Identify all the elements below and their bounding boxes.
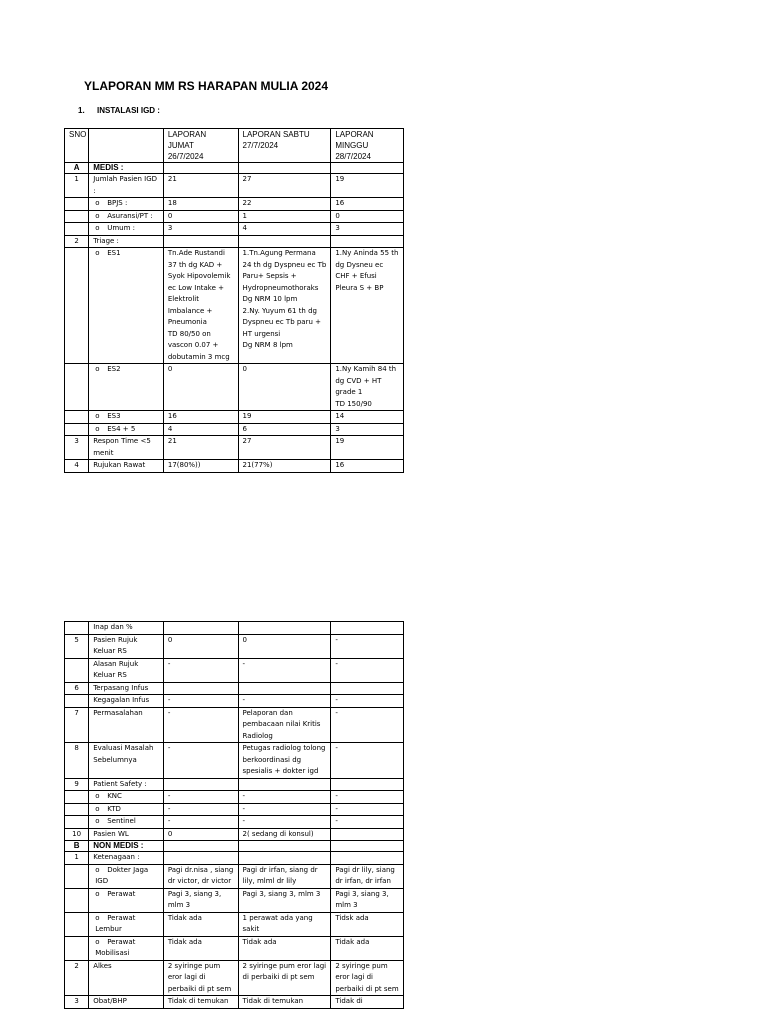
value-cell-day-2: - (238, 695, 331, 708)
value-cell-day-2: 22 (238, 198, 331, 211)
row-label (89, 634, 164, 658)
row-number: 9 (65, 778, 89, 791)
value-cell-day-3: - (331, 803, 404, 816)
row-number: 3 (65, 996, 89, 1009)
empty-cell (331, 163, 404, 174)
row-label (89, 695, 164, 708)
table-row (65, 364, 404, 411)
bullet-marker: o (95, 424, 100, 433)
value-cell-day-3: 16 (331, 460, 404, 473)
row-label (89, 803, 164, 816)
row-label-text: KNC (107, 792, 122, 800)
bullet-marker: o (95, 412, 100, 420)
row-number (65, 888, 89, 912)
row-number: 7 (65, 707, 89, 743)
table-row (65, 778, 404, 791)
row-number: B (65, 841, 89, 852)
row-label (89, 198, 164, 211)
section-row (65, 163, 404, 174)
value-cell-day-1: 0 (163, 210, 238, 223)
value-cell-day-1: Tidak di temukan (163, 996, 238, 1009)
header-cell: SNO (65, 129, 89, 163)
row-number (65, 658, 89, 682)
value-cell-day-3: 2 syiringe pum eror lagi di perbaiki di pt sem (331, 960, 404, 996)
value-cell-day-3: 3 (331, 223, 404, 236)
row-label-text: Alkes (93, 961, 112, 970)
row-label (89, 210, 164, 223)
row-number (65, 816, 89, 829)
section-row (65, 841, 404, 852)
row-number (65, 248, 89, 364)
row-number (65, 936, 89, 960)
value-cell-day-3: - (331, 816, 404, 829)
row-label (89, 174, 164, 198)
table-row (65, 622, 404, 635)
value-cell-day-2: 27 (238, 436, 331, 460)
empty-cell (163, 841, 238, 852)
row-label-text: Alasan Rujuk Keluar RS (93, 659, 139, 679)
value-cell-day-1: - (163, 695, 238, 708)
header-cell: LAPORAN SABTU 27/7/2024 (238, 129, 331, 163)
table-row (65, 707, 404, 743)
row-label-text: Ketenagaan : (93, 853, 140, 861)
value-cell-day-1: 2 syiringe pum eror lagi di perbaiki di pt sem (163, 960, 238, 996)
row-number (65, 198, 89, 211)
row-label-text: Triage : (93, 236, 119, 245)
value-cell-day-2: Tidak ada (238, 936, 331, 960)
empty-cell (238, 163, 331, 174)
value-cell-day-1: - (163, 791, 238, 804)
row-number (65, 622, 89, 635)
section-label: MEDIS : (89, 163, 164, 174)
value-cell-day-2: Petugas radiolog tolong berkoordinasi dg spesialis + dokter igd (238, 743, 331, 779)
header-cell: LAPORAN JUMAT 26/7/2024 (163, 129, 238, 163)
row-number (65, 695, 89, 708)
value-cell-day-2: Pelaporan dan pembacaan nilai Kritis Radiolog (238, 707, 331, 743)
value-cell-day-2 (238, 622, 331, 635)
value-cell-day-2: - (238, 791, 331, 804)
value-cell-day-1: 0 (163, 634, 238, 658)
value-cell-day-3: 19 (331, 436, 404, 460)
value-cell-day-1: 18 (163, 198, 238, 211)
value-cell-day-2: 2 syiringe pum eror lagi di perbaiki di pt sem (238, 960, 331, 996)
row-label (89, 912, 164, 936)
row-label (89, 364, 164, 411)
value-cell-day-3: - (331, 791, 404, 804)
section-heading (78, 106, 160, 115)
row-number: 10 (65, 828, 89, 841)
row-label-text: ES1 (107, 249, 121, 257)
value-cell-day-2: Pagi 3, siang 3, mlm 3 (238, 888, 331, 912)
table-row (65, 634, 404, 658)
value-cell-day-3: Pagi dr lily, siang dr irfan, dr irfan (331, 864, 404, 888)
row-number (65, 864, 89, 888)
row-label (89, 791, 164, 804)
value-cell-day-1: Tidak ada (163, 912, 238, 936)
bullet-marker: o (95, 913, 100, 922)
row-number (65, 423, 89, 436)
value-cell-day-1 (163, 622, 238, 635)
row-number: 2 (65, 235, 89, 248)
row-label-text: Patient Safety : (93, 779, 147, 788)
value-cell-day-1 (163, 235, 238, 248)
row-label-text: Perawat (107, 889, 136, 898)
value-cell-day-2 (238, 682, 331, 695)
value-cell-day-2: 21(77%) (238, 460, 331, 473)
row-label-text: KTD (107, 804, 121, 813)
table-row (65, 460, 404, 473)
value-cell-day-2: 27 (238, 174, 331, 198)
row-label-text: ES3 (107, 412, 121, 420)
row-label (89, 778, 164, 791)
row-number: 6 (65, 682, 89, 695)
value-cell-day-3: Tidsk ada (331, 912, 404, 936)
value-cell-day-3: 3 (331, 423, 404, 436)
value-cell-day-2: Pagi dr irfan, siang dr lily, mlml dr lily (238, 864, 331, 888)
row-label (89, 960, 164, 996)
bullet-marker: o (95, 365, 100, 373)
bullet-marker: o (95, 865, 100, 874)
value-cell-day-3: 14 (331, 411, 404, 424)
row-label (89, 852, 164, 865)
value-cell-day-3: Tidak di (331, 996, 404, 1009)
row-number: A (65, 163, 89, 174)
value-cell-day-1: Pagi 3, siang 3, mlm 3 (163, 888, 238, 912)
row-label-text: Jumlah Pasien IGD : (93, 175, 158, 195)
bullet-marker: o (95, 224, 100, 232)
row-label (89, 658, 164, 682)
row-label-text: Pasien Rujuk Keluar RS (93, 635, 138, 655)
value-cell-day-2 (238, 778, 331, 791)
value-cell-day-3: 1.Ny Aninda 55 th dg Dysneu ec CHF + Efusi Pleura S + BP (331, 248, 404, 364)
row-number (65, 223, 89, 236)
table-header-row (65, 129, 404, 163)
row-label-text: Inap dan % (93, 623, 133, 631)
row-number (65, 411, 89, 424)
row-number: 5 (65, 634, 89, 658)
table-row (65, 658, 404, 682)
value-cell-day-3 (331, 622, 404, 635)
row-label (89, 743, 164, 779)
row-label-text: Asuransi/PT : (107, 211, 153, 220)
value-cell-day-2 (238, 235, 331, 248)
row-label-text: Umum : (107, 224, 135, 232)
bullet-marker: o (95, 937, 100, 946)
table-row (65, 912, 404, 936)
value-cell-day-1: 21 (163, 436, 238, 460)
value-cell-day-2: 19 (238, 411, 331, 424)
bullet-marker: o (95, 889, 100, 898)
value-cell-day-1: 16 (163, 411, 238, 424)
value-cell-day-2: 2( sedang di konsul) (238, 828, 331, 841)
value-cell-day-3: - (331, 658, 404, 682)
bullet-marker: o (95, 211, 100, 220)
row-label-text: Permasalahan (93, 708, 143, 717)
row-label-text: Pasien WL (93, 829, 129, 838)
value-cell-day-3: - (331, 634, 404, 658)
table-row (65, 828, 404, 841)
value-cell-day-2: 0 (238, 634, 331, 658)
value-cell-day-1: - (163, 658, 238, 682)
row-label-text: Respon Time <5 menit (93, 437, 151, 457)
value-cell-day-3: 1.Ny Kamih 84 th dg CVD + HT grade 1 TD 150/90 (331, 364, 404, 411)
value-cell-day-2: 0 (238, 364, 331, 411)
row-number: 2 (65, 960, 89, 996)
value-cell-day-1: 4 (163, 423, 238, 436)
row-label (89, 460, 164, 473)
row-number: 4 (65, 460, 89, 473)
value-cell-day-1: - (163, 743, 238, 779)
value-cell-day-2: 1.Tn.Agung Permana 24 th dg Dyspneu ec Tb Paru+ Sepsis + Hydropneumothoraks Dg NRM 10 lpm 2.Ny. Yuyum 61 th dg Dyspneu ec Tb paru + HT urgensi Dg NRM 8 lpm (238, 248, 331, 364)
table-row (65, 223, 404, 236)
table-row (65, 248, 404, 364)
value-cell-day-3 (331, 778, 404, 791)
row-label-text: ES4 + 5 (107, 424, 136, 433)
row-label (89, 235, 164, 248)
row-label (89, 707, 164, 743)
value-cell-day-1: 21 (163, 174, 238, 198)
row-number: 3 (65, 436, 89, 460)
value-cell-day-3: - (331, 695, 404, 708)
value-cell-day-1 (163, 852, 238, 865)
row-label (89, 411, 164, 424)
row-label-text: Obat/BHP (93, 997, 127, 1005)
section-number: 1. (78, 106, 85, 115)
row-label (89, 223, 164, 236)
table-row (65, 852, 404, 865)
value-cell-day-3 (331, 682, 404, 695)
row-label (89, 996, 164, 1009)
value-cell-day-1: 3 (163, 223, 238, 236)
value-cell-day-1: - (163, 816, 238, 829)
bullet-marker: o (95, 199, 100, 207)
table-row (65, 423, 404, 436)
table-row (65, 682, 404, 695)
value-cell-day-2: 4 (238, 223, 331, 236)
value-cell-day-3: Tidak ada (331, 936, 404, 960)
table-row (65, 791, 404, 804)
row-label (89, 828, 164, 841)
table-row (65, 174, 404, 198)
row-label (89, 248, 164, 364)
row-label-text: Evaluasi Masalah Sebelumnya (93, 744, 154, 764)
row-label-text: Sentinel (107, 817, 136, 825)
value-cell-day-2: - (238, 803, 331, 816)
row-label (89, 888, 164, 912)
row-number (65, 364, 89, 411)
value-cell-day-1: 0 (163, 364, 238, 411)
value-cell-day-3: 19 (331, 174, 404, 198)
row-number: 1 (65, 852, 89, 865)
row-label-text: Rujukan Rawat (93, 461, 146, 469)
value-cell-day-1: Tidak ada (163, 936, 238, 960)
table-row (65, 960, 404, 996)
value-cell-day-3: 0 (331, 210, 404, 223)
table-row (65, 411, 404, 424)
row-label (89, 936, 164, 960)
row-label (89, 622, 164, 635)
empty-cell (331, 841, 404, 852)
table-row (65, 210, 404, 223)
empty-cell (163, 163, 238, 174)
header-cell (89, 129, 164, 163)
table-row (65, 743, 404, 779)
bullet-marker: o (95, 792, 100, 800)
table-row (65, 695, 404, 708)
row-label-text: Dokter Jaga IGD (95, 865, 149, 885)
igd-report-table-continued (64, 621, 404, 1009)
bullet-marker: o (95, 817, 100, 825)
row-label-text: Terpasang Infus (93, 683, 149, 692)
value-cell-day-3 (331, 235, 404, 248)
row-label-text: BPJS : (107, 199, 128, 207)
value-cell-day-2 (238, 852, 331, 865)
value-cell-day-1: Pagi dr.nisa , siang dr victor, dr victor (163, 864, 238, 888)
row-number: 8 (65, 743, 89, 779)
document-title: YLAPORAN MM RS HARAPAN MULIA 2024 (84, 79, 329, 93)
igd-report-table (64, 128, 404, 473)
table-row (65, 198, 404, 211)
value-cell-day-2: 1 (238, 210, 331, 223)
row-label (89, 423, 164, 436)
value-cell-day-3: - (331, 743, 404, 779)
row-label (89, 816, 164, 829)
row-label (89, 436, 164, 460)
row-number (65, 791, 89, 804)
value-cell-day-1: - (163, 803, 238, 816)
table-row (65, 803, 404, 816)
row-label (89, 682, 164, 695)
row-number (65, 803, 89, 816)
table-row (65, 888, 404, 912)
value-cell-day-2: Tidak di temukan (238, 996, 331, 1009)
row-label (89, 864, 164, 888)
row-number (65, 912, 89, 936)
table-row (65, 816, 404, 829)
table-row (65, 436, 404, 460)
value-cell-day-1: Tn.Ade Rustandi 37 th dg KAD + Syok Hipovolemik ec Low Intake + Elektrolit Imbalance + Pneumonia TD 80/50 on vascon 0.07 + dobutamin 3 mcg (163, 248, 238, 364)
row-label-text: ES2 (107, 365, 121, 373)
value-cell-day-3: - (331, 707, 404, 743)
value-cell-day-2: 6 (238, 423, 331, 436)
value-cell-day-1: 17(80%)) (163, 460, 238, 473)
table-row (65, 235, 404, 248)
value-cell-day-1: 0 (163, 828, 238, 841)
value-cell-day-3: 16 (331, 198, 404, 211)
value-cell-day-2: - (238, 658, 331, 682)
section-title: INSTALASI IGD : (97, 106, 160, 115)
header-cell: LAPORAN MINGGU 28/7/2024 (331, 129, 404, 163)
value-cell-day-3 (331, 852, 404, 865)
table-row (65, 864, 404, 888)
table-row (65, 996, 404, 1009)
value-cell-day-3: Pagi 3, siang 3, mlm 3 (331, 888, 404, 912)
bullet-marker: o (95, 249, 100, 257)
value-cell-day-2: 1 perawat ada yang sakit (238, 912, 331, 936)
value-cell-day-1 (163, 682, 238, 695)
table-row (65, 936, 404, 960)
row-label-text: Kegagalan Infus (93, 696, 150, 704)
row-number: 1 (65, 174, 89, 198)
row-label-text: Perawat Lembur (95, 913, 136, 933)
empty-cell (238, 841, 331, 852)
value-cell-day-2: - (238, 816, 331, 829)
row-number (65, 210, 89, 223)
value-cell-day-1: - (163, 707, 238, 743)
value-cell-day-3 (331, 828, 404, 841)
section-label: NON MEDIS : (89, 841, 164, 852)
bullet-marker: o (95, 804, 100, 813)
row-label-text: Perawat Mobilisasi (95, 937, 136, 957)
value-cell-day-1 (163, 778, 238, 791)
